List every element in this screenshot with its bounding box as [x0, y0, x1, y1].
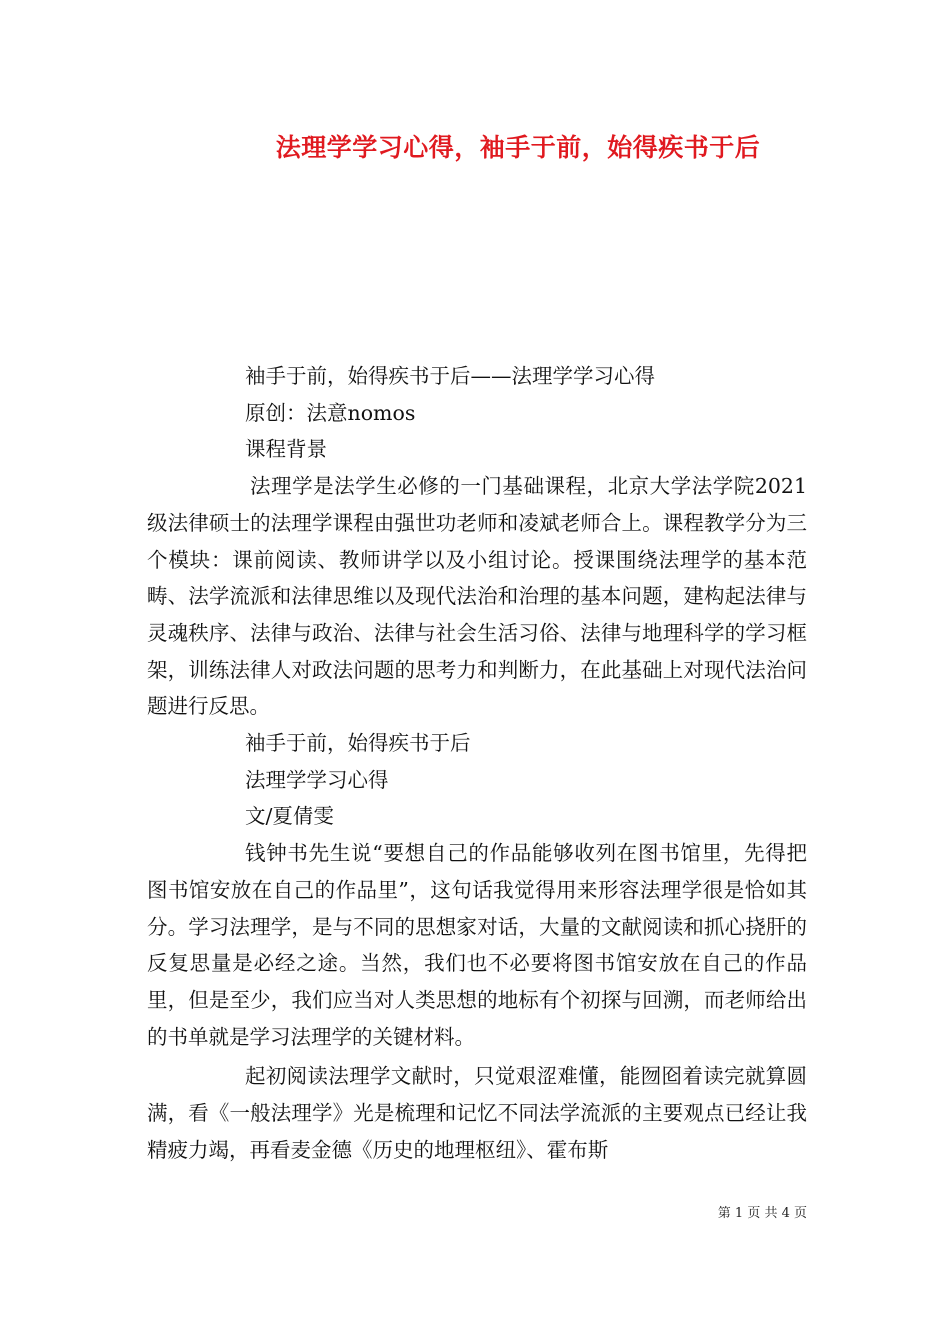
essay-author: 文/夏倩雯	[245, 804, 334, 829]
subtitle-line: 袖手于前，始得疾书于后——法理学学习心得	[245, 364, 655, 388]
page-title: 法理学学习心得，袖手于前，始得疾书于后	[275, 133, 761, 162]
essay-paragraph-2: 起初阅读法理学文献时，只觉艰涩难懂，能囫囵着读完就算圆满，看《一般法理学》光是梳理和记忆不同法学流派的主要观点已经让我精疲力竭，再看麦金德《历史的地理枢纽》、霍布斯	[147, 1064, 807, 1162]
background-paragraph: 法理学是法学生必修的一门基础课程，北京大学法学院2021级法律硕士的法理学课程由强世功老师和凌斌老师合上。课程教学分为三个模块：课前阅读、教师讲学以及小组讨论。授课围绕法理学的基本范畴、法学流派和法律思维以及现代法治和治理的基本问题，建构起法律与灵魂秩序、法律与政治、法律与社会生活习俗、法律与地理科学的学习框架，训练法律人对政法问题的思考力和判断力，在此基础上对现代法治问题进行反思。	[147, 474, 807, 719]
essay-title-line-1: 袖手于前，始得疾书于后	[245, 731, 471, 756]
author-line: 原创：法意nomos	[245, 400, 416, 425]
essay-paragraph-1: 钱钟书先生说“要想自己的作品能够收列在图书馆里，先得把图书馆安放在自己的作品里”，这句话我觉得用来形容法理学很是恰如其分。学习法理学，是与不同的思想家对话，大量的文献阅读和抓心挠肝的反复思量是必经之途。当然，我们也不必要将图书馆安放在自己的作品里，但是至少，我们应当对人类思想的地标有个初探与回溯，而老师给出的书单就是学习法理学的关键材料。	[147, 841, 807, 1049]
document-body	[147, 358, 807, 1168]
essay-title-line-2: 法理学学习心得	[245, 767, 389, 792]
section-heading: 课程背景	[245, 437, 327, 462]
page-number: 第 1 页 共 4 页	[717, 1206, 807, 1221]
